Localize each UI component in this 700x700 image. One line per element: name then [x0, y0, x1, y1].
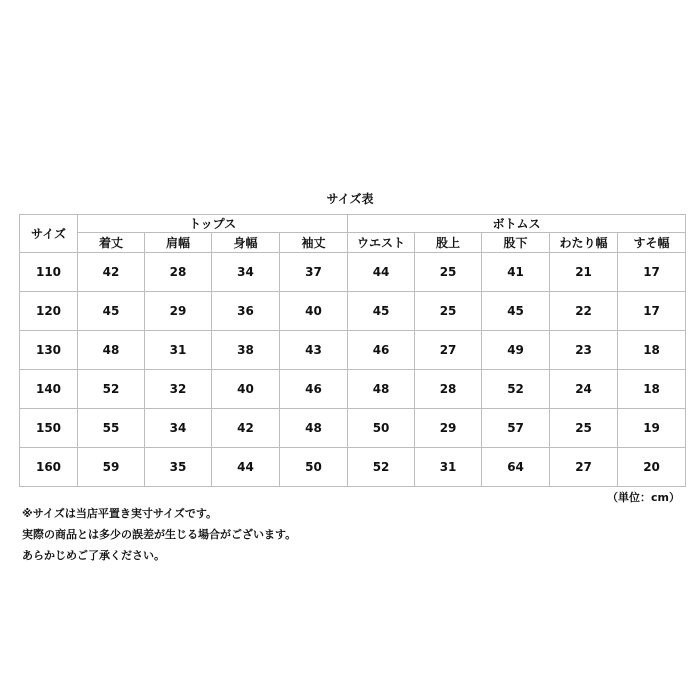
column-header: 股上 — [415, 233, 482, 253]
table-cell: 49 — [482, 331, 550, 370]
table-cell: 25 — [415, 292, 482, 331]
table-cell: 45 — [482, 292, 550, 331]
note-line: ※サイズは当店平置き実寸サイズです。 — [22, 507, 218, 520]
table-row — [20, 331, 686, 370]
table-cell: 52 — [482, 370, 550, 409]
unit-label: （単位：cm） — [607, 491, 680, 504]
table-cell: 43 — [280, 331, 348, 370]
column-header: すそ幅 — [618, 233, 686, 253]
column-header: 身幅 — [212, 233, 280, 253]
table-cell: 18 — [618, 331, 686, 370]
note-line: 実際の商品とは多少の誤差が生じる場合がございます。 — [22, 528, 297, 541]
table-cell: 42 — [78, 253, 145, 292]
table-cell: 29 — [415, 409, 482, 448]
table-cell: 57 — [482, 409, 550, 448]
table-cell: 46 — [280, 370, 348, 409]
size-column-header: サイズ — [20, 215, 78, 253]
table-cell: 38 — [212, 331, 280, 370]
table-cell: 37 — [280, 253, 348, 292]
column-header: 袖丈 — [280, 233, 348, 253]
table-cell: 19 — [618, 409, 686, 448]
table-cell: 24 — [550, 370, 618, 409]
notes-block — [22, 503, 296, 566]
group-header-tops: トップス — [78, 215, 348, 233]
table-cell: 45 — [78, 292, 145, 331]
table-cell: 44 — [348, 253, 415, 292]
table-cell: 17 — [618, 292, 686, 331]
table-cell: 23 — [550, 331, 618, 370]
table-cell: 21 — [550, 253, 618, 292]
table-cell: 50 — [280, 448, 348, 487]
column-header: 着丈 — [78, 233, 145, 253]
table-row — [20, 292, 686, 331]
table-cell: 27 — [415, 331, 482, 370]
table-cell: 50 — [348, 409, 415, 448]
size-cell: 150 — [20, 409, 78, 448]
table-cell: 17 — [618, 253, 686, 292]
table-cell: 29 — [145, 292, 212, 331]
table-cell: 28 — [415, 370, 482, 409]
table-cell: 48 — [348, 370, 415, 409]
table-cell: 40 — [212, 370, 280, 409]
table-cell: 27 — [550, 448, 618, 487]
table-cell: 34 — [145, 409, 212, 448]
table-row — [20, 448, 686, 487]
size-cell: 110 — [20, 253, 78, 292]
table-cell: 40 — [280, 292, 348, 331]
table-cell: 41 — [482, 253, 550, 292]
table-cell: 18 — [618, 370, 686, 409]
size-cell: 140 — [20, 370, 78, 409]
table-cell: 42 — [212, 409, 280, 448]
table-cell: 44 — [212, 448, 280, 487]
table-cell: 52 — [348, 448, 415, 487]
table-cell: 52 — [78, 370, 145, 409]
table-cell: 20 — [618, 448, 686, 487]
size-cell: 130 — [20, 331, 78, 370]
column-header: 股下 — [482, 233, 550, 253]
column-header: わたり幅 — [550, 233, 618, 253]
note-line: あらかじめご了承ください。 — [22, 549, 165, 562]
table-cell: 46 — [348, 331, 415, 370]
table-row — [20, 253, 686, 292]
group-header-bottoms: ボトムス — [348, 215, 686, 233]
table-cell: 35 — [145, 448, 212, 487]
column-header: 肩幅 — [145, 233, 212, 253]
table-cell: 31 — [415, 448, 482, 487]
table-cell: 45 — [348, 292, 415, 331]
size-chart-table — [19, 214, 686, 487]
table-row — [20, 409, 686, 448]
table-cell: 48 — [280, 409, 348, 448]
table-row — [20, 370, 686, 409]
table-cell: 36 — [212, 292, 280, 331]
table-cell: 34 — [212, 253, 280, 292]
table-cell: 25 — [415, 253, 482, 292]
table-title: サイズ表 — [326, 192, 374, 206]
column-header-row — [20, 233, 686, 253]
table-cell: 25 — [550, 409, 618, 448]
table-cell: 28 — [145, 253, 212, 292]
table-cell: 31 — [145, 331, 212, 370]
group-header-row — [20, 215, 686, 233]
table-cell: 22 — [550, 292, 618, 331]
table-cell: 64 — [482, 448, 550, 487]
size-cell: 160 — [20, 448, 78, 487]
table-cell: 59 — [78, 448, 145, 487]
column-header: ウエスト — [348, 233, 415, 253]
table-cell: 32 — [145, 370, 212, 409]
size-cell: 120 — [20, 292, 78, 331]
table-cell: 55 — [78, 409, 145, 448]
table-cell: 48 — [78, 331, 145, 370]
